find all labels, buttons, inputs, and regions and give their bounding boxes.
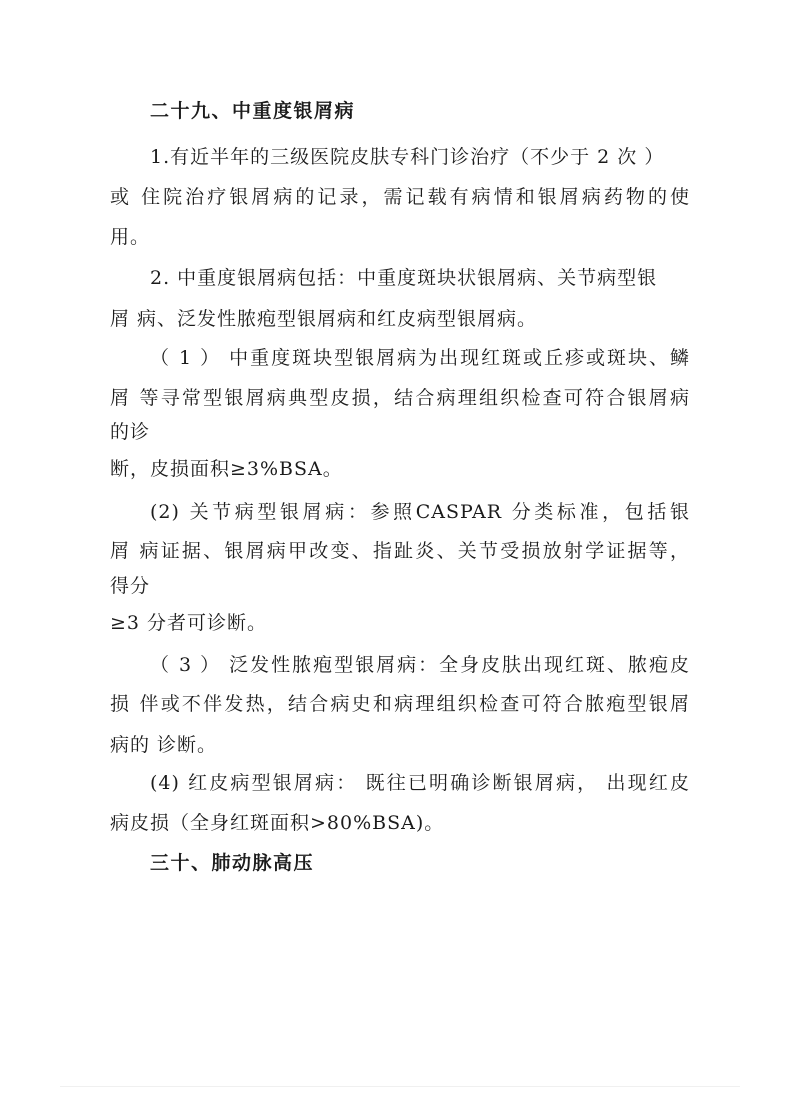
paragraph-3-line-1: （ 1 ） 中重度斑块型银屑病为出现红斑或丘疹或斑块、鳞 xyxy=(150,347,690,369)
paragraph-4-line-4: ≥3 分者可诊断。 xyxy=(110,612,268,634)
paragraph-1-line-2: 或 住院治疗银屑病的记录，需记载有病情和银屑病药物的使 xyxy=(110,186,690,208)
paragraph-5-line-2: 损 伴或不伴发热，结合病史和病理组织检查可符合脓疱型银屑 xyxy=(110,693,690,715)
paragraph-5-line-3: 病的 诊断。 xyxy=(110,734,218,756)
paragraph-6-line-1: (4) 红皮病型银屑病： 既往已明确诊断银屑病， 出现红皮 xyxy=(150,772,690,794)
paragraph-4-line-3: 得分 xyxy=(110,575,151,597)
section-heading-29: 二十九、中重度银屑病 xyxy=(150,100,356,122)
section-heading-30: 三十、肺动脉高压 xyxy=(150,852,315,874)
paragraph-2-line-1: 2. 中重度银屑病包括：中重度斑块状银屑病、关节病型银 xyxy=(150,267,658,289)
paragraph-6-line-2: 病皮损（全身红斑面积>80%BSA)。 xyxy=(110,812,445,834)
paragraph-3-line-2: 屑 等寻常型银屑病典型皮损，结合病理组织检查可符合银屑病 xyxy=(110,387,690,409)
paragraph-3-line-4: 断，皮损面积≥3%BSA。 xyxy=(110,458,343,480)
paragraph-2-line-2: 屑 病、泛发性脓疱型银屑病和红皮病型银屑病。 xyxy=(110,308,538,330)
paragraph-3-line-3: 的诊 xyxy=(110,421,151,443)
paragraph-4-line-1: (2) 关节病型银屑病：参照CASPAR 分类标准，包括银 xyxy=(150,501,690,523)
paragraph-5-line-1: （ 3 ） 泛发性脓疱型银屑病：全身皮肤出现红斑、脓疱皮 xyxy=(150,654,690,676)
paragraph-1-line-3: 用。 xyxy=(110,226,151,248)
page-bottom-edge xyxy=(60,1086,740,1087)
paragraph-1-line-1: 1.有近半年的三级医院皮肤专科门诊治疗（不少于 2 次 ） xyxy=(150,146,665,168)
paragraph-4-line-2: 屑 病证据、银屑病甲改变、指趾炎、关节受损放射学证据等， xyxy=(110,540,690,562)
